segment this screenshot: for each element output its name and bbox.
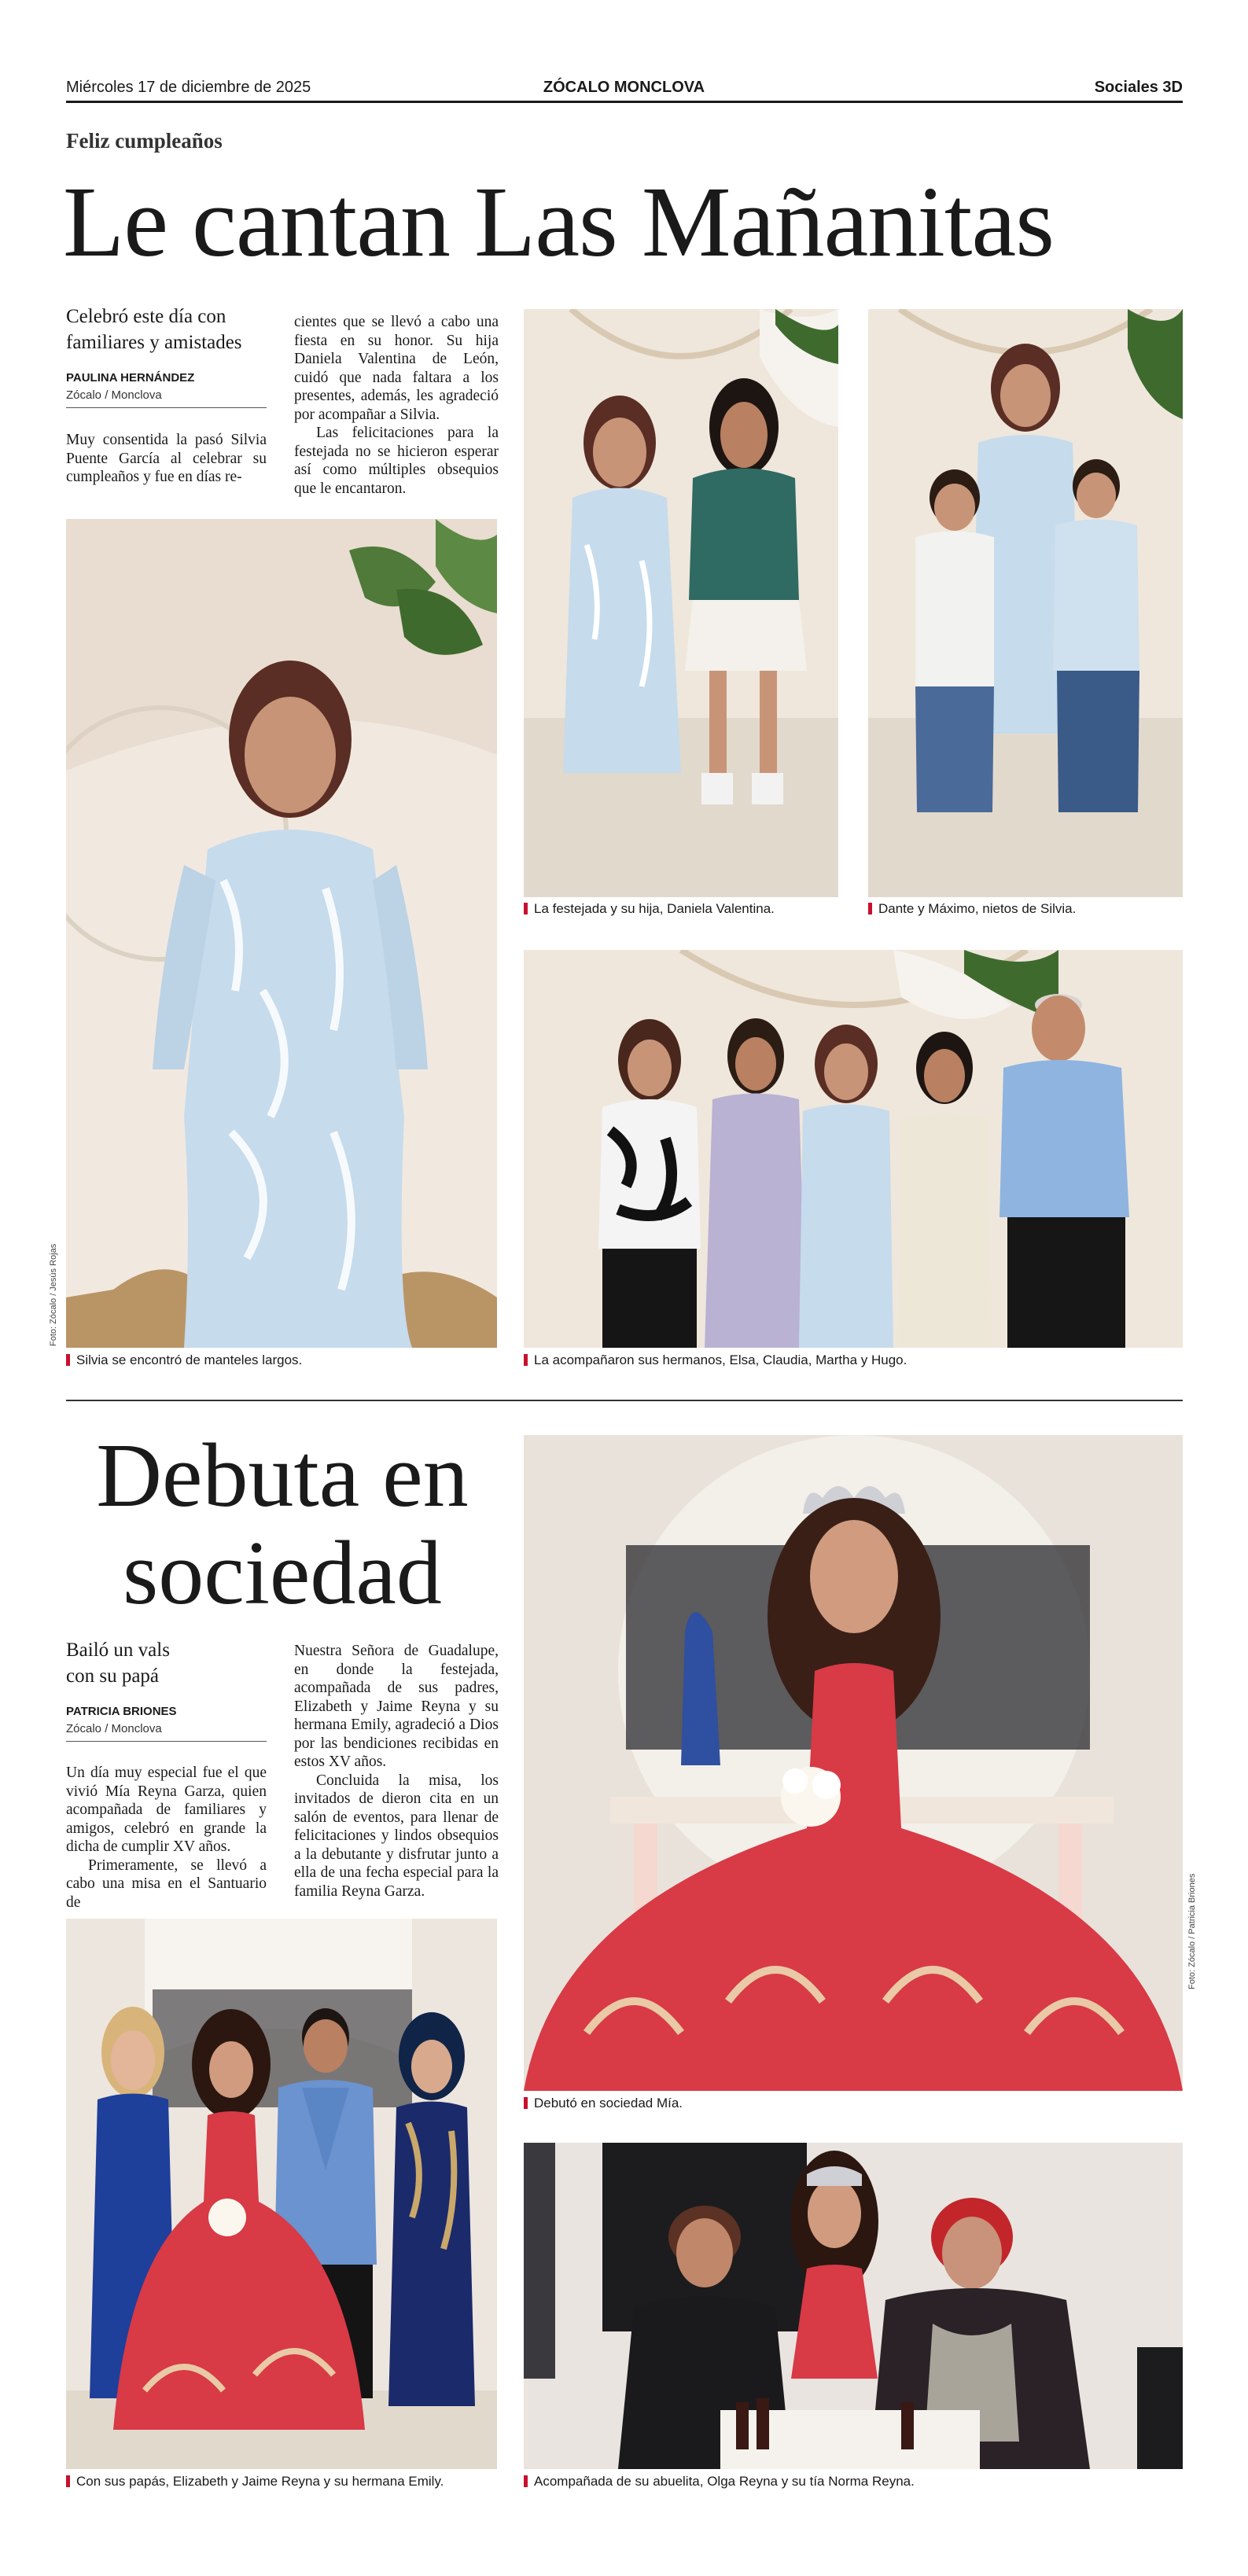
caption-daughter-text: La festejada y su hija, Daniela Valentina. [534, 901, 775, 916]
story2-subhead [66, 1637, 170, 1689]
photo-silvia-with-daughter [524, 309, 838, 897]
story-divider [66, 1400, 1183, 1401]
story2-col1-paragraph-2: Primeramente, se llevó a cabo una misa en el Santuario de [66, 1857, 267, 1911]
story1-subhead [66, 304, 242, 355]
story1-column-1 [66, 431, 267, 487]
story1-photo-credit: Foto: Zócalo / Jesús Rojas [49, 1243, 58, 1346]
story1-subhead-line1: Celebró este día con [66, 306, 226, 327]
caption-siblings-text: La acompañaron sus hermanos, Elsa, Claudia, Martha y Hugo. [534, 1352, 907, 1367]
photo-silvia-with-grandsons [868, 309, 1183, 897]
caption-parents [66, 2474, 444, 2490]
story2-col1-paragraph-1: Un día muy especial fue el que vivió Mía Reyna Garza, quien acompañada de familiares y amigos, celebró en grande la dicha de cumplir XV años. [66, 1765, 267, 1855]
story1-col2-paragraph-1: cientes que se llevó a cabo una fiesta en su honor. Su hija Daniela Valentina de León, cuidó que nada faltara a los presentes, además, les agradeció por acompañar a Silvia. [294, 314, 499, 423]
caption-marker [524, 903, 528, 914]
caption-marker [524, 1354, 528, 1366]
story2-headline-line1: Debuta en [96, 1426, 469, 1526]
story2-col2-paragraph-1: Nuestra Señora de Guadalupe, en donde la festejada, acompañada de sus padres, Elizabeth y Jaime Reyna y su hermana Emily, agradeció a Dios por las bendiciones recibidas en estos XV años. [294, 1643, 499, 1770]
publication-name: ZÓCALO MONCLOVA [543, 79, 705, 96]
photo-mia-with-grandmother [524, 2143, 1183, 2469]
story1-col2-paragraph-2: Las felicitaciones para la festejada no se hicieron esperar así como múltiples obsequios que le encantaron. [294, 425, 499, 497]
story2-photo-credit: Foto: Zócalo / Patricia Briones [1187, 1873, 1197, 1989]
caption-daughter [524, 901, 775, 917]
caption-marker [868, 903, 872, 914]
caption-grandsons-text: Dante y Máximo, nietos de Silvia. [878, 901, 1077, 916]
caption-grandsons [868, 901, 1076, 917]
caption-siblings [524, 1352, 907, 1368]
caption-marker [66, 1354, 70, 1366]
story2-author-location: Zócalo / Monclova [66, 1722, 162, 1735]
header-rule [66, 101, 1183, 103]
story1-col1-paragraph: Muy consentida la pasó Silvia Puente García al celebrar su cumpleaños y fue en días re- [66, 432, 267, 485]
photo-silvia-portrait [66, 519, 497, 1348]
photo-mia-with-parents [66, 1919, 497, 2469]
story2-byline-rule [66, 1741, 267, 1742]
story2-col2-paragraph-2: Concluida la misa, los invitados de dieron cita en un salón de eventos, para llenar de felicitaciones y lindos obsequios a la debutante y disfrutar junto a ella de una fecha especial para la familia Reyna Garza. [294, 1772, 499, 1900]
caption-mia [524, 2096, 683, 2111]
issue-date: Miércoles 17 de diciembre de 2025 [66, 79, 311, 96]
caption-silvia [66, 1352, 302, 1368]
story1-headline: Le cantan Las Mañanitas [63, 166, 1054, 278]
caption-marker [66, 2475, 70, 2487]
section-label: Sociales 3D [1094, 79, 1183, 96]
caption-grandmother-text: Acompañada de su abuelita, Olga Reyna y su tía Norma Reyna. [534, 2474, 915, 2489]
caption-marker [524, 2097, 528, 2109]
caption-grandmother [524, 2474, 915, 2490]
caption-marker [524, 2475, 528, 2487]
story1-byline-rule [66, 407, 267, 408]
story1-column-2 [294, 313, 499, 498]
story1-author-location: Zócalo / Monclova [66, 388, 162, 402]
story2-headline [66, 1427, 499, 1622]
caption-silvia-text: Silvia se encontró de manteles largos. [76, 1352, 303, 1367]
story1-author: PAULINA HERNÁNDEZ [66, 371, 195, 385]
story1-kicker: Feliz cumpleaños [66, 129, 223, 153]
story1-subhead-line2: familiares y amistades [66, 332, 242, 353]
story2-author: PATRICIA BRIONES [66, 1705, 177, 1718]
caption-mia-text: Debutó en sociedad Mía. [534, 2096, 683, 2110]
story2-headline-line2: sociedad [123, 1523, 442, 1624]
story2-subhead-line1: Bailó un vals [66, 1639, 170, 1661]
story2-column-2 [294, 1642, 499, 1901]
story2-subhead-line2: con su papá [66, 1665, 160, 1687]
caption-parents-text: Con sus papás, Elizabeth y Jaime Reyna y su hermana Emily. [76, 2474, 444, 2489]
photo-mia-quinceanera [524, 1435, 1183, 2091]
story2-column-1 [66, 1764, 267, 1912]
photo-silvia-with-siblings [524, 950, 1183, 1348]
